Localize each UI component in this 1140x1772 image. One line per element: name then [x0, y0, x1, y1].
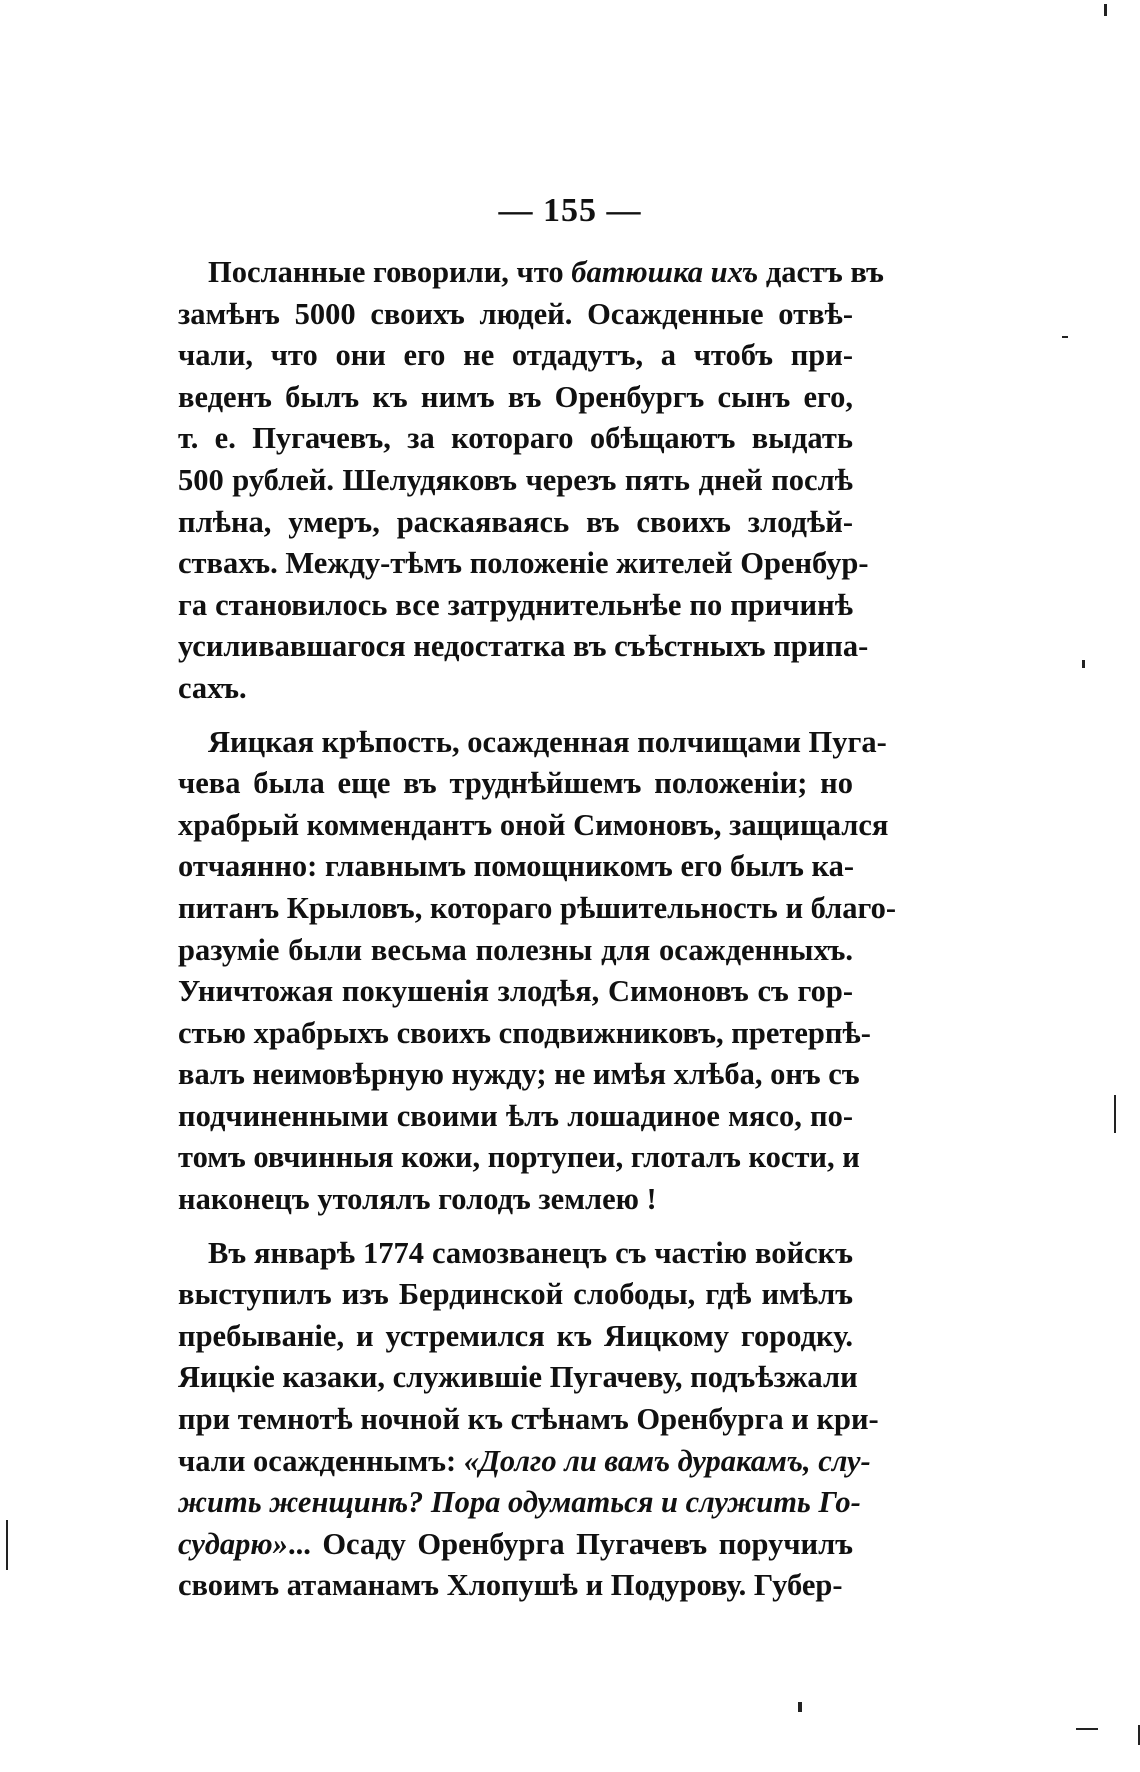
text-run: стью храбрыхъ своихъ сподвижниковъ, претерпѣ-	[178, 1015, 871, 1050]
text-run: томъ овчинныя кожи, портупеи, глоталъ кости, и	[178, 1140, 860, 1175]
text-run: чали, что они его не отдадутъ, а чтобъ при-	[178, 338, 853, 373]
text-line	[178, 418, 853, 460]
text-line	[178, 846, 853, 888]
text-run: чева была еще въ труднѣйшемъ положеніи; но	[178, 766, 853, 801]
text-line	[178, 1054, 860, 1096]
paragraph-gap	[178, 710, 853, 722]
text-run: 500 рублей. Шелудяковъ черезъ пять дней послѣ	[178, 462, 853, 497]
text-run: замѣнъ 5000 своихъ людей. Осажденные отвѣ-	[178, 296, 853, 331]
text-line	[178, 252, 884, 294]
text-run: усиливавшагося недостатка въ съѣстныхъ припа-	[178, 629, 869, 664]
text-run: Уничтожая покушенія злодѣя, Симоновъ съ гор-	[178, 974, 853, 1009]
text-line	[178, 1482, 861, 1524]
paragraph-gap	[178, 1221, 853, 1233]
scan-speck	[798, 1702, 802, 1712]
italic-text: «Долго ли вамъ дуракамъ, слу-	[463, 1443, 871, 1478]
text-run: Яицкіе казаки, служившіе Пугачеву, подъѣзжали	[178, 1360, 858, 1395]
text-line	[178, 543, 869, 585]
text-line	[178, 1233, 853, 1275]
scan-speck	[1114, 1095, 1116, 1133]
scan-speck	[1062, 336, 1068, 338]
text-line	[178, 1441, 871, 1483]
text-run: Посланные говорили, что	[208, 255, 572, 289]
text-run: при темнотѣ ночной къ стѣнамъ Оренбурга и кри-	[178, 1402, 879, 1437]
text-line	[178, 1179, 853, 1221]
text-line	[178, 585, 853, 627]
scan-speck	[1104, 4, 1107, 16]
page-number: — 155 —	[498, 192, 642, 229]
text-line	[178, 1274, 853, 1316]
scan-speck	[1082, 660, 1085, 668]
text-line	[178, 888, 896, 930]
text-line	[178, 1316, 853, 1358]
text-run: Въ январѣ 1774 самозванецъ съ частію войскъ	[208, 1235, 853, 1270]
text-run: чали осажденнымъ:	[178, 1443, 464, 1478]
text-line	[178, 1565, 853, 1607]
text-line	[178, 377, 853, 419]
text-line	[178, 971, 853, 1013]
text-run: храбрый коммендантъ оной Симоновъ, защищался	[178, 807, 889, 842]
text-run: питанъ Крыловъ, котораго рѣшительность и благо-	[178, 890, 896, 925]
scan-speck	[6, 1520, 8, 1570]
text-line	[178, 930, 853, 972]
text-line	[178, 460, 853, 502]
text-line	[178, 335, 853, 377]
text-run: т. е. Пугачевъ, за котораго обѣщаютъ выдать	[178, 421, 853, 456]
text-line	[178, 722, 887, 764]
text-run: разуміе были весьма полезны для осажденныхъ.	[178, 932, 853, 967]
italic-text: жить женщинѣ? Пора одуматься и служить Го-	[178, 1485, 861, 1520]
text-line	[178, 668, 853, 710]
text-line	[178, 626, 869, 668]
text-run: Яицкая крѣпость, осажденная полчищами Пуга-	[208, 724, 887, 759]
text-run: плѣна, умеръ, раскаяваясь въ своихъ злодѣй-	[178, 504, 853, 539]
text-line	[178, 502, 853, 544]
text-run: веденъ былъ къ нимъ въ Оренбургъ сынъ его,	[178, 379, 853, 414]
text-line	[178, 763, 853, 805]
text-run: пребываніе, и устремился къ Яицкому городку.	[178, 1318, 853, 1353]
text-run: выступилъ изъ Бердинской слободы, гдѣ имѣлъ	[178, 1277, 853, 1312]
text-run: дастъ въ	[758, 255, 884, 289]
text-line	[178, 1524, 853, 1566]
text-line	[178, 805, 889, 847]
text-line	[178, 1137, 860, 1179]
italic-text: сударю»	[178, 1526, 288, 1561]
text-line	[178, 1013, 871, 1055]
text-line	[178, 1399, 879, 1441]
body-text	[178, 252, 896, 1607]
text-line	[178, 1357, 858, 1399]
text-run: своимъ атаманамъ Хлопушѣ и Подурову. Губер-	[178, 1568, 843, 1603]
text-line	[178, 1096, 853, 1138]
text-run: ... Осаду Оренбурга Пугачевъ поручилъ	[287, 1526, 853, 1561]
text-run: га становилось все затруднительнѣе по причинѣ	[178, 587, 853, 622]
text-run: наконецъ утолялъ голодъ землею !	[178, 1182, 657, 1217]
italic-text: батюшка ихъ	[571, 255, 759, 289]
text-line	[178, 294, 853, 336]
text-run: валъ неимовѣрную нужду; не имѣя хлѣба, онъ съ	[178, 1057, 860, 1092]
text-run: подчиненными своими ѣлъ лошадиное мясо, по-	[178, 1098, 853, 1133]
text-run: ствахъ. Между-тѣмъ положеніе жителей Оренбур-	[178, 546, 869, 581]
scan-speck	[1076, 1728, 1098, 1730]
text-run: отчаянно: главнымъ помощникомъ его былъ ка-	[178, 849, 855, 884]
text-run: сахъ.	[178, 670, 247, 705]
